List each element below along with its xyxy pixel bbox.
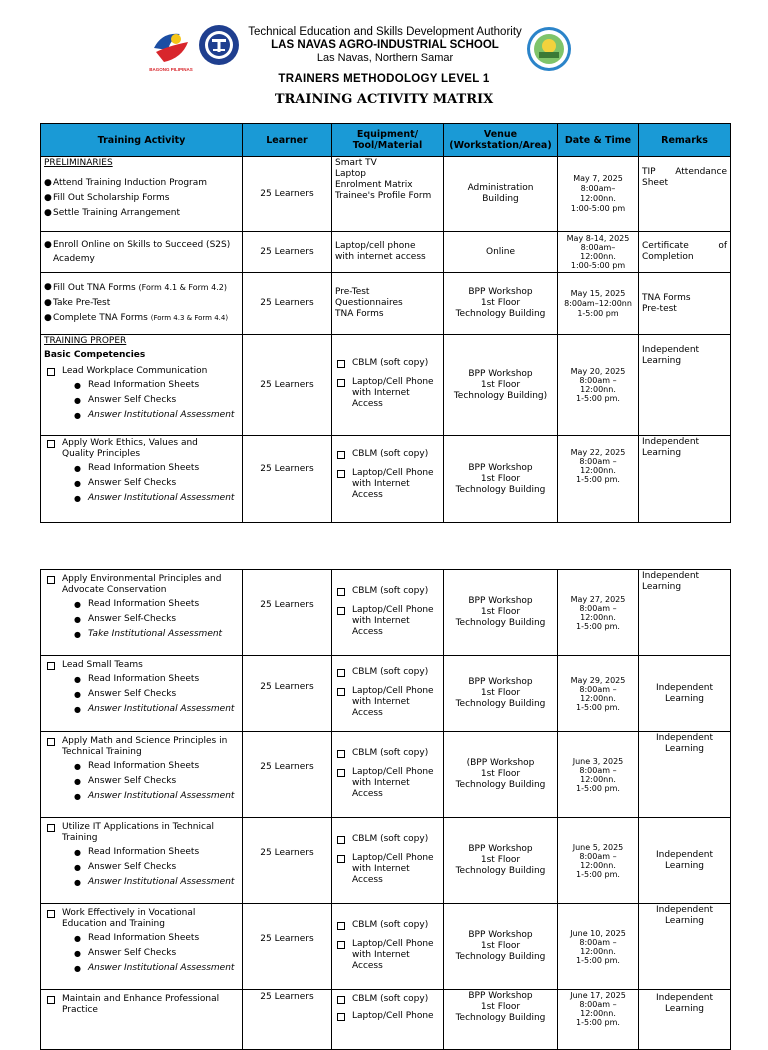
remarks-cell: Certificate of Completion	[639, 232, 731, 273]
date-time-cell: May 27, 2025 8:00am – 12:00nn. 1-5:00 pm.	[558, 570, 639, 656]
list-item: Laptop/Cell Phone with Internet Access	[335, 853, 440, 886]
checkbox-icon	[47, 662, 55, 670]
equipment-cell	[332, 335, 444, 436]
bullet-icon: ●	[74, 411, 81, 420]
list-item: ● Answer Institutional Assessment	[74, 410, 235, 420]
list-item: CBLM (soft copy)	[335, 586, 440, 597]
bullet-icon: ●	[74, 479, 81, 488]
checkbox-icon	[337, 451, 345, 459]
table-row	[41, 732, 731, 818]
list-item: ● Read Information Sheets	[74, 847, 200, 857]
list-item: Laptop/Cell Phone	[335, 1011, 440, 1022]
school-location: Las Navas, Northern Samar	[316, 52, 454, 64]
checkbox-icon	[47, 440, 55, 448]
learner-cell: 25 Learners	[243, 273, 332, 335]
checkbox-icon	[337, 855, 345, 863]
list-item: ● Take Institutional Assessment	[74, 629, 223, 639]
subsection-heading: Basic Competencies	[44, 350, 146, 360]
bullet-icon: ●	[44, 178, 52, 188]
list-item: ● Answer Self-Checks	[74, 614, 177, 624]
learner-cell: 25 Learners	[243, 818, 332, 904]
list-item: ● Answer Institutional Assessment	[74, 493, 235, 503]
table-row	[41, 273, 731, 335]
date-time-cell: May 15, 2025 8:00am–12:00nn 1-5:00 pm	[558, 273, 639, 335]
list-item: ● Read Information Sheets	[74, 599, 200, 609]
venue-cell: BPP Workshop 1st Floor Technology Building	[444, 904, 558, 990]
date-time-cell: June 17, 2025 8:00am – 12:00nn. 1-5:00 pm.	[558, 990, 639, 1050]
bullet-icon: ●	[74, 615, 81, 624]
checkbox-icon	[337, 750, 345, 758]
list-item: CBLM (soft copy)	[335, 667, 440, 678]
table-row	[41, 157, 731, 232]
venue-cell: BPP Workshop 1st Floor Technology Building	[444, 273, 558, 335]
col-header-venue: Venue (Workstation/Area)	[444, 124, 558, 157]
activity-cell	[41, 732, 243, 818]
competency-item: Work Effectively in Vocational Education and Training	[44, 908, 239, 930]
activity-cell: ● Enroll Online on Skills to Succeed (S2S) Academy	[41, 232, 243, 273]
equipment-cell	[332, 904, 444, 990]
bullet-icon: ●	[74, 381, 81, 390]
bullet-icon: ●	[44, 239, 52, 250]
list-item: ● Read Information Sheets	[74, 463, 200, 473]
bagong-pilipinas-logo	[146, 24, 196, 74]
remarks-cell: Independent Learning	[639, 818, 731, 904]
table-row	[41, 232, 731, 273]
table-row	[41, 335, 731, 436]
remarks-cell: TNA Forms Pre-test	[639, 273, 731, 335]
bullet-icon: ●	[74, 762, 81, 771]
bullet-icon: ●	[74, 494, 81, 503]
list-item: ● Answer Institutional Assessment	[74, 791, 235, 801]
remarks-cell: Independent Learning	[639, 436, 731, 523]
list-item: Laptop/Cell Phone with Internet Access	[335, 767, 440, 800]
competency-item: Utilize IT Applications in Technical Training	[44, 822, 239, 844]
list-item: ● Attend Training Induction Program	[44, 178, 208, 188]
activity-cell	[41, 570, 243, 656]
learner-cell: 25 Learners	[243, 232, 332, 273]
checkbox-icon	[337, 688, 345, 696]
learner-cell: 25 Learners	[243, 732, 332, 818]
checkbox-icon	[47, 576, 55, 584]
school-seal-logo	[526, 26, 572, 72]
checkbox-icon	[337, 996, 345, 1004]
date-time-cell: June 10, 2025 8:00am – 12:00nn. 1-5:00 pm.	[558, 904, 639, 990]
checkbox-icon	[47, 368, 55, 376]
table-header-row	[41, 124, 731, 157]
venue-cell: BPP Workshop 1st Floor Technology Building)	[444, 335, 558, 436]
venue-cell: (BPP Workshop 1st Floor Technology Building	[444, 732, 558, 818]
activity-cell	[41, 990, 243, 1050]
checkbox-icon	[337, 836, 345, 844]
bullet-icon: ●	[74, 600, 81, 609]
date-time-cell: May 29, 2025 8:00am – 12:00nn. 1-5:00 pm.	[558, 656, 639, 732]
bullet-icon: ●	[74, 630, 81, 639]
list-item: ● Read Information Sheets	[74, 933, 200, 943]
date-time-cell: May 22, 2025 8:00am – 12:00nn. 1-5:00 pm.	[558, 436, 639, 523]
checkbox-icon	[337, 669, 345, 677]
list-item: CBLM (soft copy)	[335, 994, 440, 1005]
activity-cell	[41, 436, 243, 523]
section-heading: TRAINING PROPER	[44, 336, 127, 346]
venue-cell: BPP Workshop 1st Floor Technology Building	[444, 818, 558, 904]
equipment-cell	[332, 732, 444, 818]
bullet-icon: ●	[74, 675, 81, 684]
list-item: CBLM (soft copy)	[335, 748, 440, 759]
header-text-block	[230, 26, 540, 65]
venue-cell: BPP Workshop 1st Floor Technology Building	[444, 570, 558, 656]
agency-name: Technical Education and Skills Development Authority	[248, 26, 522, 38]
date-time-cell: May 20, 2025 8:00am – 12:00nn. 1-5:00 pm.	[558, 335, 639, 436]
learner-cell: 25 Learners	[243, 904, 332, 990]
bullet-icon: ●	[74, 464, 81, 473]
bullet-icon: ●	[74, 396, 81, 405]
list-item: Laptop/Cell Phone with Internet Access	[335, 468, 440, 501]
bullet-icon: ●	[74, 949, 81, 958]
activity-cell	[41, 157, 243, 232]
checkbox-icon	[47, 824, 55, 832]
date-time-cell: June 3, 2025 8:00am – 12:00nn. 1-5:00 pm.	[558, 732, 639, 818]
list-item: ● Answer Self Checks	[74, 862, 177, 872]
date-time-cell: June 5, 2025 8:00am – 12:00nn. 1-5:00 pm.	[558, 818, 639, 904]
bullet-icon: ●	[74, 792, 81, 801]
equipment-cell	[332, 436, 444, 523]
list-item: CBLM (soft copy)	[335, 920, 440, 931]
remarks-cell: Independent Learning	[639, 335, 731, 436]
bullet-icon: ●	[74, 964, 81, 973]
checkbox-icon	[337, 922, 345, 930]
activity-cell	[41, 335, 243, 436]
col-header-equipment: Equipment/ Tool/Material	[332, 124, 444, 157]
venue-cell: BPP Workshop 1st Floor Technology Building	[444, 990, 558, 1050]
learner-cell: 25 Learners	[243, 570, 332, 656]
venue-cell: BPP Workshop 1st Floor Technology Building	[444, 436, 558, 523]
remarks-cell: Independent Learning	[639, 904, 731, 990]
equipment-cell	[332, 656, 444, 732]
table-row	[41, 436, 731, 523]
competency-item: Maintain and Enhance Professional Practice	[44, 994, 239, 1016]
competency-item: Lead Workplace Communication	[44, 366, 239, 377]
activity-cell	[41, 656, 243, 732]
checkbox-icon	[47, 996, 55, 1004]
activity-cell	[41, 818, 243, 904]
list-item: ● Answer Self Checks	[74, 478, 177, 488]
document-title: TRAINING ACTIVITY MATRIX	[274, 92, 494, 107]
checkbox-icon	[337, 470, 345, 478]
equipment-cell	[332, 570, 444, 656]
list-item: Laptop/Cell Phone with Internet Access	[335, 686, 440, 719]
bullet-icon: ●	[74, 690, 81, 699]
list-item: Laptop/Cell Phone with Internet Access	[335, 939, 440, 972]
competency-item: Apply Math and Science Principles in Technical Training	[44, 736, 239, 758]
list-item: ● Answer Institutional Assessment	[74, 877, 235, 887]
col-header-remarks: Remarks	[639, 124, 731, 157]
list-item: CBLM (soft copy)	[335, 449, 440, 460]
competency-item: Apply Environmental Principles and Advocate Conservation	[44, 574, 239, 596]
col-header-learner: Learner	[243, 124, 332, 157]
list-item: Laptop/Cell Phone with Internet Access	[335, 377, 440, 410]
list-item: ● Answer Self Checks	[74, 689, 177, 699]
competency-item: Lead Small Teams	[44, 660, 239, 671]
equipment-cell: Smart TV Laptop Enrolment Matrix Trainee's Profile Form	[332, 157, 444, 232]
checkbox-icon	[337, 379, 345, 387]
list-item: CBLM (soft copy)	[335, 834, 440, 845]
list-item: ● Read Information Sheets	[74, 380, 200, 390]
list-item: ● Answer Self Checks	[74, 948, 177, 958]
bullet-icon: ●	[74, 848, 81, 857]
checkbox-icon	[47, 910, 55, 918]
training-matrix-table-1	[40, 123, 731, 523]
training-matrix-table-2	[40, 569, 731, 1050]
learner-cell: 25 Learners	[243, 157, 332, 232]
list-item: ● Complete TNA Forms (Form 4.3 & Form 4.4)	[44, 313, 229, 323]
bullet-icon: ●	[44, 193, 52, 203]
bullet-icon: ●	[44, 298, 52, 308]
bullet-icon: ●	[74, 705, 81, 714]
venue-cell: Online	[444, 232, 558, 273]
venue-cell: Administration Building	[444, 157, 558, 232]
list-item: ● Answer Self Checks	[74, 395, 177, 405]
bullet-icon: ●	[74, 878, 81, 887]
equipment-cell: Pre-Test Questionnaires TNA Forms	[332, 273, 444, 335]
list-item: ● Answer Self Checks	[74, 776, 177, 786]
equipment-cell	[332, 818, 444, 904]
table-row	[41, 904, 731, 990]
date-time-cell: May 8-14, 2025 8:00am– 12:00nn. 1:00-5:00 pm	[558, 232, 639, 273]
list-item: ● Read Information Sheets	[74, 761, 200, 771]
learner-cell: 25 Learners	[243, 335, 332, 436]
learner-cell: 25 Learners	[243, 656, 332, 732]
col-header-activity: Training Activity	[41, 124, 243, 157]
table-row	[41, 570, 731, 656]
bullet-icon: ●	[74, 777, 81, 786]
table-row	[41, 656, 731, 732]
remarks-cell: Independent Learning	[639, 656, 731, 732]
list-item: ● Enroll Online on Skills to Succeed (S2S)	[44, 239, 231, 250]
venue-cell: BPP Workshop 1st Floor Technology Building	[444, 656, 558, 732]
section-heading: PRELIMINARIES	[44, 158, 113, 168]
checkbox-icon	[337, 941, 345, 949]
checkbox-icon	[47, 738, 55, 746]
checkbox-icon	[337, 1013, 345, 1021]
learner-cell: 25 Learners	[243, 990, 332, 1050]
col-header-date-time: Date & Time	[558, 124, 639, 157]
bullet-icon: ●	[74, 863, 81, 872]
checkbox-icon	[337, 360, 345, 368]
list-item: CBLM (soft copy)	[335, 358, 440, 369]
remarks-cell: Independent Learning	[639, 570, 731, 656]
remarks-cell: Independent Learning	[639, 990, 731, 1050]
bullet-icon: ●	[74, 934, 81, 943]
bullet-icon: ●	[44, 208, 52, 218]
checkbox-icon	[337, 607, 345, 615]
remarks-cell: TIP Attendance Sheet	[639, 157, 731, 232]
checkbox-icon	[337, 769, 345, 777]
equipment-cell: Laptop/cell phone with internet access	[332, 232, 444, 273]
school-name: LAS NAVAS AGRO-INDUSTRIAL SCHOOL	[271, 39, 499, 51]
list-item: ● Answer Institutional Assessment	[74, 704, 235, 714]
date-time-cell: May 7, 2025 8:00am– 12:00nn. 1:00-5:00 pm	[558, 157, 639, 232]
activity-cell	[41, 904, 243, 990]
activity-cell	[41, 273, 243, 335]
bullet-icon: ●	[44, 313, 52, 323]
list-item: ● Answer Institutional Assessment	[74, 963, 235, 973]
list-item: ● Fill Out Scholarship Forms	[44, 193, 170, 203]
list-item: ● Take Pre-Test	[44, 298, 111, 308]
competency-item: Apply Work Ethics, Values and Quality Principles	[44, 438, 239, 460]
list-item: ● Settle Training Arrangement	[44, 208, 180, 218]
table-row	[41, 990, 731, 1050]
document-header	[0, 0, 768, 120]
checkbox-icon	[337, 588, 345, 596]
table-row	[41, 818, 731, 904]
list-item: ● Fill Out TNA Forms (Form 4.1 & Form 4.2)	[44, 282, 227, 293]
logo-text: BAGONG PILIPINAS	[149, 67, 193, 72]
list-item: Laptop/Cell Phone with Internet Access	[335, 605, 440, 638]
list-item: ● Read Information Sheets	[74, 674, 200, 684]
course-title: TRAINERS METHODOLOGY LEVEL 1	[278, 73, 490, 85]
learner-cell: 25 Learners	[243, 436, 332, 523]
bullet-icon: ●	[44, 282, 52, 292]
remarks-cell: Independent Learning	[639, 732, 731, 818]
equipment-cell	[332, 990, 444, 1050]
